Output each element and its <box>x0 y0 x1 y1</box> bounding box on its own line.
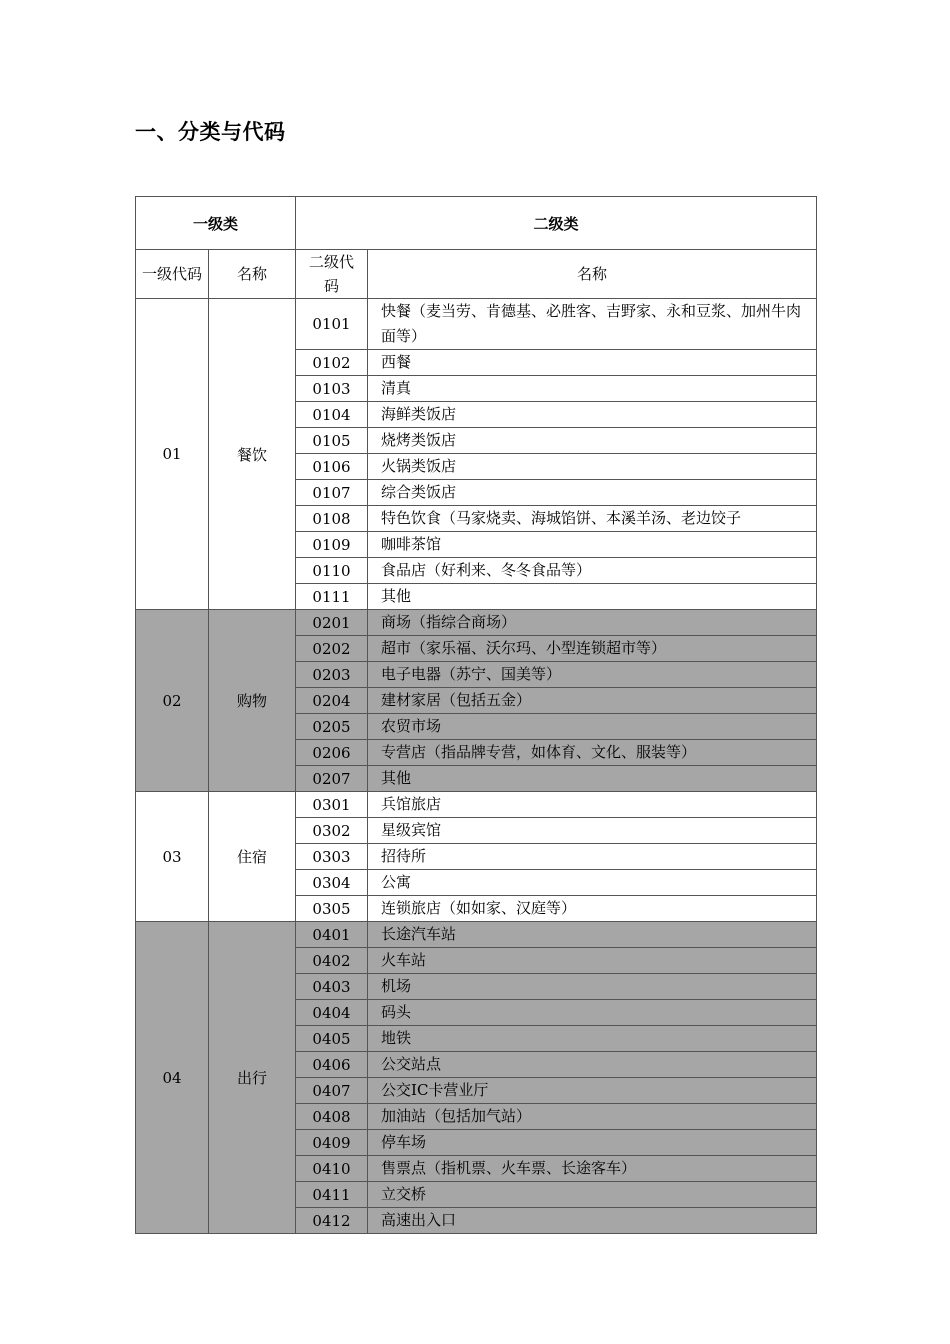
col-level2-name: 名称 <box>368 250 817 299</box>
level2-code-cell: 0111 <box>296 584 368 610</box>
level2-name-cell: 海鲜类饭店 <box>368 402 817 428</box>
level2-code-cell: 0104 <box>296 402 368 428</box>
level2-name-cell: 建材家居（包括五金） <box>368 688 817 714</box>
col-level1-code: 一级代码 <box>136 250 209 299</box>
level2-code-cell: 0205 <box>296 714 368 740</box>
level2-name-cell: 火车站 <box>368 948 817 974</box>
level2-name-cell: 电子电器（苏宁、国美等） <box>368 662 817 688</box>
table-row <box>136 792 817 818</box>
level2-code-cell: 0403 <box>296 974 368 1000</box>
level2-name-cell: 快餐（麦当劳、肯德基、必胜客、吉野家、永和豆浆、加州牛肉面等） <box>368 299 817 350</box>
level2-code-cell: 0108 <box>296 506 368 532</box>
level2-code-cell: 0409 <box>296 1130 368 1156</box>
level2-name-cell: 公交站点 <box>368 1052 817 1078</box>
level2-code-cell: 0202 <box>296 636 368 662</box>
level2-code-cell: 0102 <box>296 350 368 376</box>
level2-name-cell: 招待所 <box>368 844 817 870</box>
level2-name-cell: 连锁旅店（如如家、汉庭等） <box>368 896 817 922</box>
level2-code-cell: 0412 <box>296 1208 368 1234</box>
section-heading: 一、分类与代码 <box>135 120 286 144</box>
level2-code-cell: 0206 <box>296 740 368 766</box>
level2-code-cell: 0302 <box>296 818 368 844</box>
level1-name-cell: 住宿 <box>209 792 296 922</box>
level2-code-cell: 0301 <box>296 792 368 818</box>
level2-code-cell: 0303 <box>296 844 368 870</box>
level2-code-cell: 0406 <box>296 1052 368 1078</box>
level2-name-cell: 长途汽车站 <box>368 922 817 948</box>
level2-code-cell: 0404 <box>296 1000 368 1026</box>
level2-code-cell: 0405 <box>296 1026 368 1052</box>
level2-code-cell: 0407 <box>296 1078 368 1104</box>
level1-name-cell: 出行 <box>209 922 296 1234</box>
level2-code-cell: 0101 <box>296 299 368 350</box>
level2-name-cell: 公寓 <box>368 870 817 896</box>
level1-header: 一级类 <box>136 197 296 250</box>
header-row-level <box>136 197 817 250</box>
level2-name-cell: 地铁 <box>368 1026 817 1052</box>
level2-name-cell: 机场 <box>368 974 817 1000</box>
level2-code-cell: 0402 <box>296 948 368 974</box>
level2-code-cell: 0410 <box>296 1156 368 1182</box>
level2-name-cell: 加油站（包括加气站） <box>368 1104 817 1130</box>
table-row <box>136 299 817 350</box>
table-body <box>136 299 817 1234</box>
classification-table <box>135 196 817 1234</box>
level2-code-cell: 0411 <box>296 1182 368 1208</box>
level2-name-cell: 超市（家乐福、沃尔玛、小型连锁超市等） <box>368 636 817 662</box>
level1-code-cell: 01 <box>136 299 209 610</box>
level2-name-cell: 其他 <box>368 766 817 792</box>
level2-name-cell: 码头 <box>368 1000 817 1026</box>
level2-code-cell: 0408 <box>296 1104 368 1130</box>
level2-code-cell: 0401 <box>296 922 368 948</box>
col-level2-code: 二级代码 <box>296 250 368 299</box>
header-row-columns <box>136 250 817 299</box>
col-level1-name: 名称 <box>209 250 296 299</box>
level2-code-cell: 0105 <box>296 428 368 454</box>
level1-name-cell: 餐饮 <box>209 299 296 610</box>
level2-name-cell: 农贸市场 <box>368 714 817 740</box>
level2-name-cell: 星级宾馆 <box>368 818 817 844</box>
level2-code-cell: 0201 <box>296 610 368 636</box>
level2-header: 二级类 <box>296 197 817 250</box>
level2-name-cell: 特色饮食（马家烧卖、海城馅饼、本溪羊汤、老边饺子 <box>368 506 817 532</box>
level2-code-cell: 0109 <box>296 532 368 558</box>
level2-name-cell: 售票点（指机票、火车票、长途客车） <box>368 1156 817 1182</box>
level2-name-cell: 商场（指综合商场） <box>368 610 817 636</box>
table-row <box>136 922 817 948</box>
level2-code-cell: 0305 <box>296 896 368 922</box>
level2-code-cell: 0204 <box>296 688 368 714</box>
level2-name-cell: 咖啡茶馆 <box>368 532 817 558</box>
level2-code-cell: 0304 <box>296 870 368 896</box>
level2-name-cell: 火锅类饭店 <box>368 454 817 480</box>
level2-name-cell: 食品店（好利来、冬冬食品等） <box>368 558 817 584</box>
level2-name-cell: 立交桥 <box>368 1182 817 1208</box>
level1-code-cell: 02 <box>136 610 209 792</box>
level2-name-cell: 高速出入口 <box>368 1208 817 1234</box>
level1-name-cell: 购物 <box>209 610 296 792</box>
level2-name-cell: 停车场 <box>368 1130 817 1156</box>
level2-code-cell: 0107 <box>296 480 368 506</box>
level2-code-cell: 0110 <box>296 558 368 584</box>
level2-name-cell: 清真 <box>368 376 817 402</box>
level2-name-cell: 兵馆旅店 <box>368 792 817 818</box>
level2-code-cell: 0207 <box>296 766 368 792</box>
level2-name-cell: 公交IC卡营业厅 <box>368 1078 817 1104</box>
level2-code-cell: 0106 <box>296 454 368 480</box>
level2-name-cell: 综合类饭店 <box>368 480 817 506</box>
level1-code-cell: 04 <box>136 922 209 1234</box>
level2-name-cell: 专营店（指品牌专营，如体育、文化、服装等） <box>368 740 817 766</box>
level1-code-cell: 03 <box>136 792 209 922</box>
level2-name-cell: 西餐 <box>368 350 817 376</box>
level2-name-cell: 烧烤类饭店 <box>368 428 817 454</box>
level2-name-cell: 其他 <box>368 584 817 610</box>
level2-code-cell: 0103 <box>296 376 368 402</box>
table-row <box>136 610 817 636</box>
level2-code-cell: 0203 <box>296 662 368 688</box>
